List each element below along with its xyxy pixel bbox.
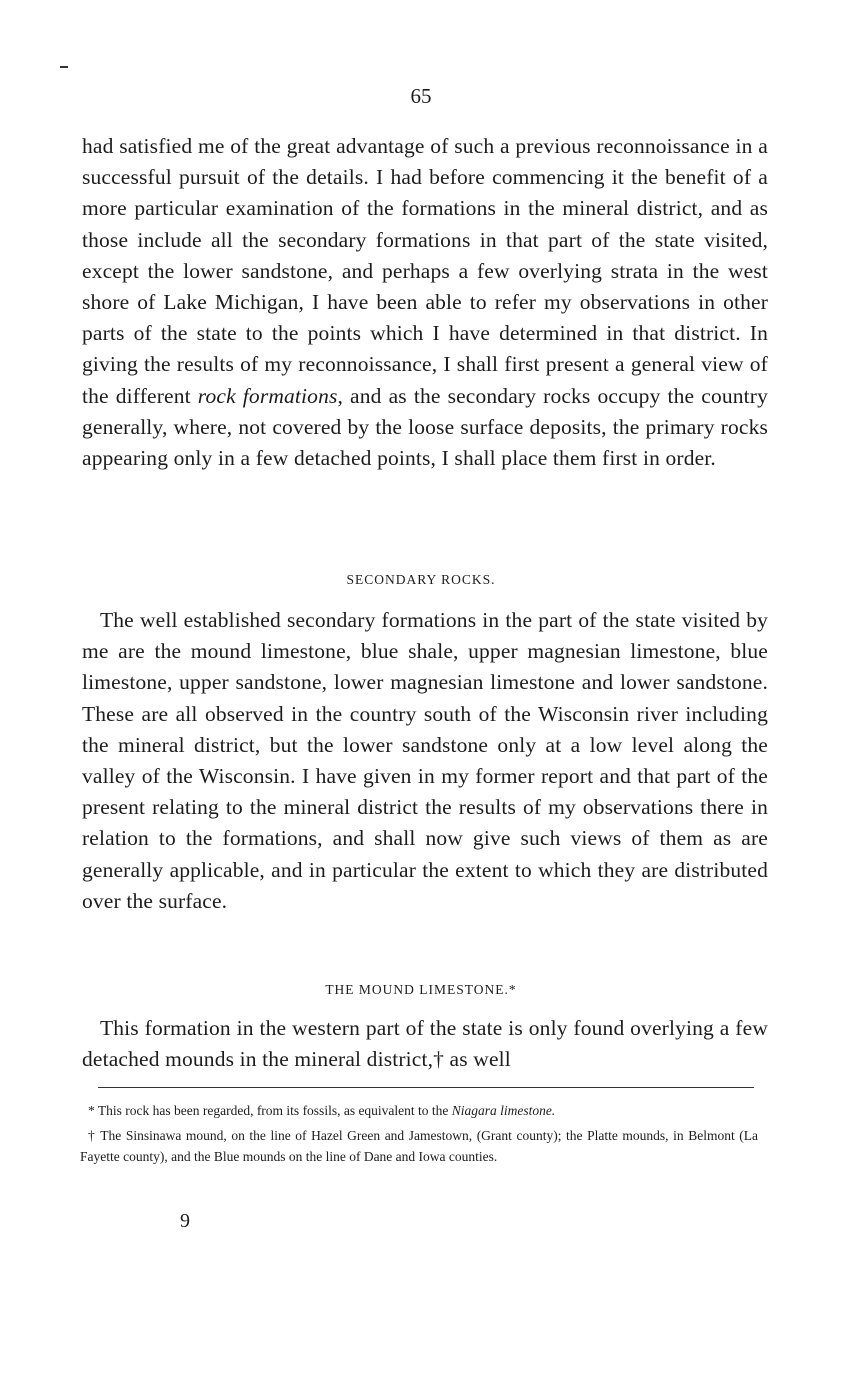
paragraph-mound-limestone [82, 1013, 768, 1075]
footnote-divider [98, 1087, 754, 1088]
margin-mark [60, 66, 68, 68]
footnote-2: † The Sinsinawa mound, on the line of Hazel Green and Jamestown, (Grant county); the Platte mounds, in Belmont (La Fayette county), and the Blue mounds on the line of Dane and Iowa counties. [80, 1128, 758, 1164]
footnotes [80, 1100, 758, 1171]
heading-secondary-rocks: SECONDARY ROCKS. [346, 572, 496, 587]
footnote-1-italic: Niagara limestone. [451, 1103, 556, 1118]
paragraph-1-text: had satisfied me of the great advantage of such a previous reconnoissance in a successful pursuit of the details. I had before commencing it the benefit of a more particular examination of the formations in the mineral district, and as those include all the secondary formations in that part of the state visited, except the lower sandstone, and perhaps a few overlying strata in the west shore of Lake Michigan, I have been able to refer my observations in other parts of the state to the points which I have determined in that district. In giving the results of my reconnoissance, I shall first present a general view of the different [82, 134, 768, 408]
paragraph-1-italic: rock formations [197, 383, 338, 408]
paragraph-reconnoissance [82, 131, 768, 474]
paragraph-secondary-formations [82, 605, 768, 917]
footnote-1 [80, 1100, 758, 1121]
paragraph-3-text: This formation in the western part of the state is only found overlying a few detached mounds in the mineral district,† as well [82, 1016, 768, 1072]
paragraph-1-text-end: , and as the secondary rocks occupy the country generally, where, not covered by the loose surface deposits, the primary rocks appearing only in a few detached points, I shall place them first in order. [82, 383, 768, 471]
page-number: 65 [410, 84, 432, 108]
signature-mark: 9 [180, 1210, 190, 1232]
paragraph-2-text: The well established secondary formations in the part of the state visited by me are the mound limestone, blue shale, upper magnesian limestone, blue limestone, upper sandstone, lower magnesian limestone and lower sandstone. These are all observed in the country south of the Wisconsin river including the mineral district, but the lower sandstone only at a low level along the valley of the Wisconsin. I have given in my former report and that part of the present relating to the mineral district the results of my observations there in relation to the formations, and shall now give such views of them as are generally applicable, and in particular the extent to which they are distributed over the surface. [82, 608, 768, 913]
heading-mound-limestone: THE MOUND LIMESTONE.* [325, 982, 517, 997]
footnote-1-text: * This rock has been regarded, from its fossils, as equivalent to the [88, 1103, 452, 1118]
